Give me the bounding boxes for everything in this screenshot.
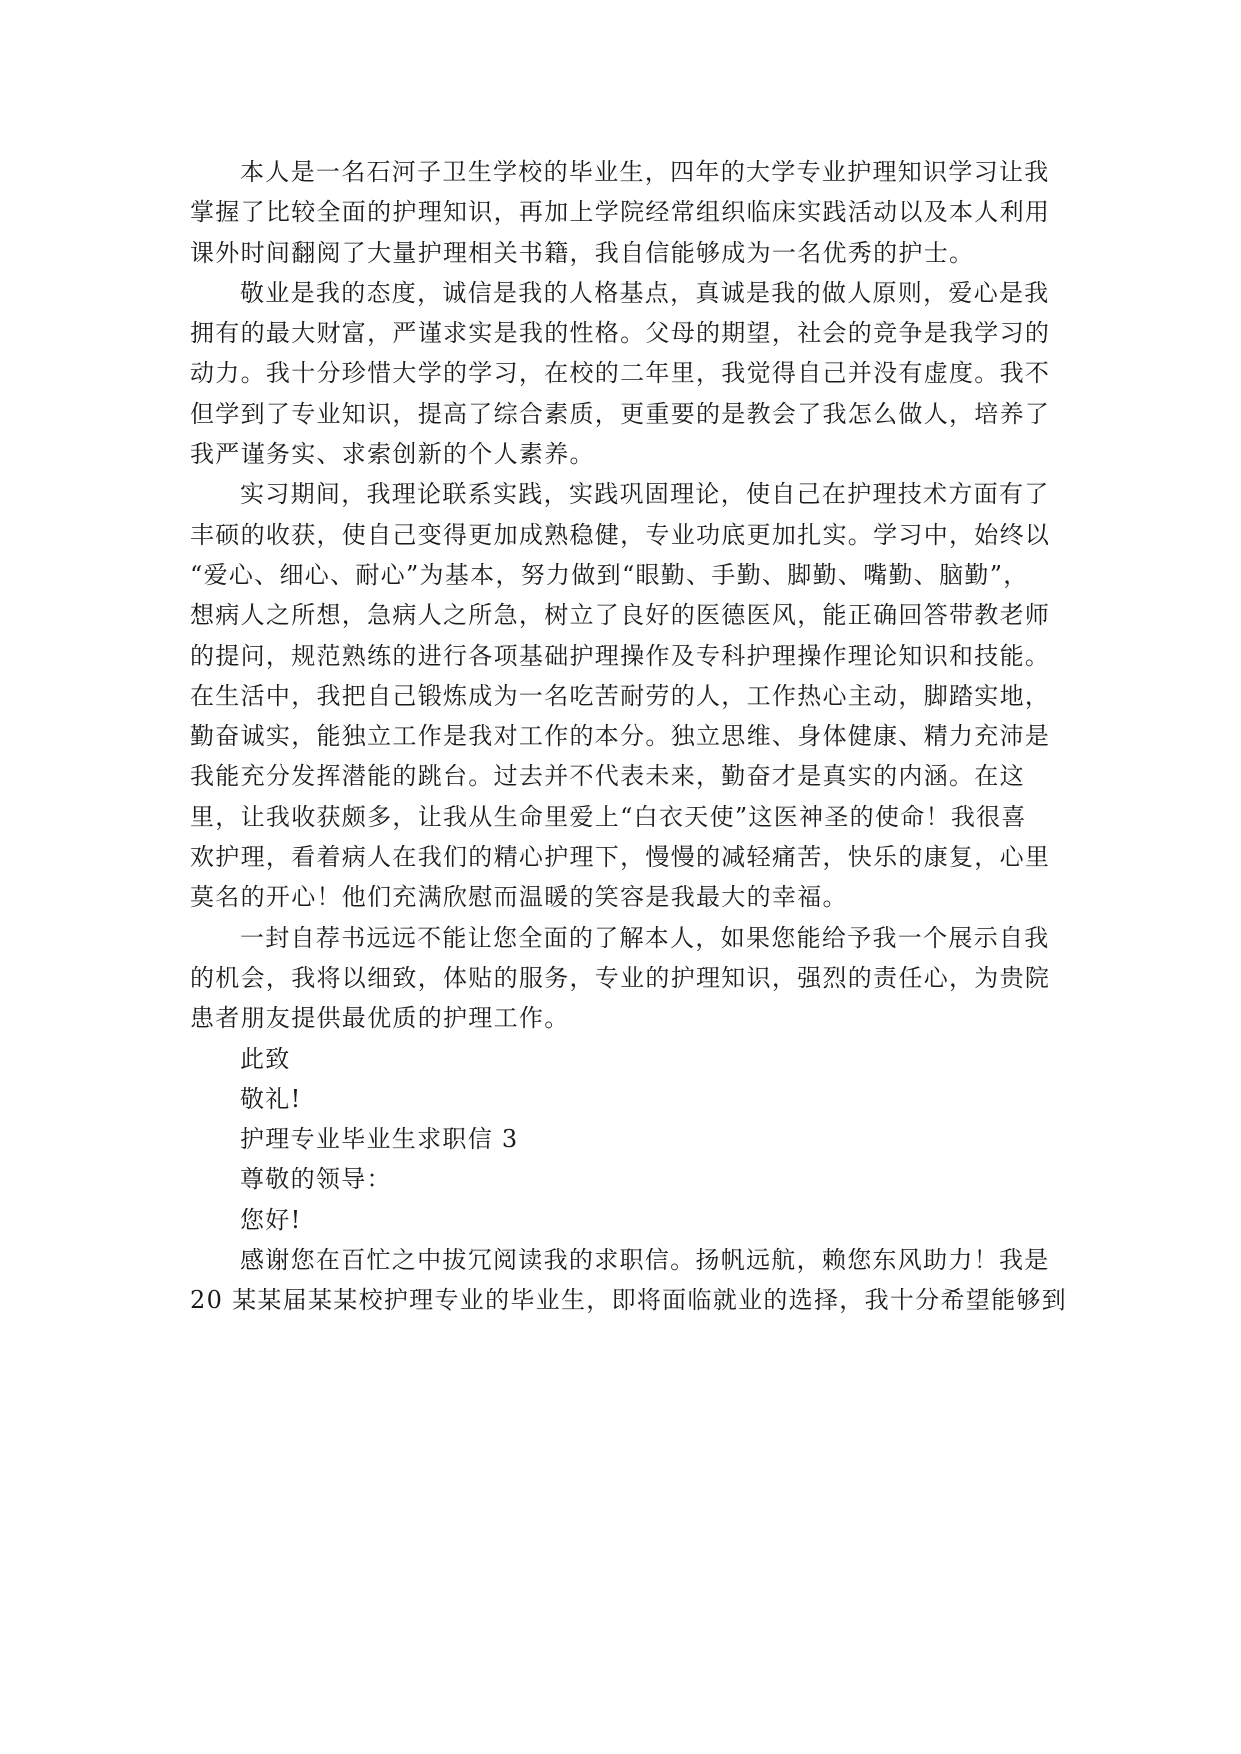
paragraph-intro xyxy=(190,152,1050,273)
text-line: 里，让我收获颇多，让我从生命里爱上“白衣天使”这医神圣的使命！我很喜 xyxy=(190,802,1027,831)
text-line: 欢护理，看着病人在我们的精心护理下，慢慢的减轻痛苦，快乐的康复，心里 xyxy=(190,843,1051,872)
text-line: 拥有的最大财富，严谨求实是我的性格。父母的期望，社会的竞争是我学习的 xyxy=(190,319,1051,348)
text-line: 我严谨务实、求索创新的个人素养。 xyxy=(190,440,595,469)
text-line: 患者朋友提供最优质的护理工作。 xyxy=(190,1004,570,1033)
text-line: 的提问，规范熟练的进行各项基础护理操作及专科护理操作理论知识和技能。 xyxy=(190,641,1051,670)
text-line: 我能充分发挥潜能的跳台。过去并不代表未来，勤奋才是真实的内涵。在这 xyxy=(190,762,1025,791)
closing-text: 此致 xyxy=(240,1044,291,1073)
paragraph-internship xyxy=(190,474,1050,917)
text-line: “爱心、细心、耐心”为基本，努力做到“眼勤、手勤、脚勤、嘴勤、脑勤”， xyxy=(190,560,1029,589)
paragraph-attitude xyxy=(190,273,1050,474)
text-line: 20 某某届某某校护理专业的毕业生，即将面临就业的选择，我十分希望能够到 xyxy=(190,1286,1067,1315)
text-line: 掌握了比较全面的护理知识，再加上学院经常组织临床实践活动以及本人利用 xyxy=(190,198,1051,227)
text-line: 的机会，我将以细致，体贴的服务，专业的护理知识，强烈的责任心，为贵院 xyxy=(190,963,1051,992)
text-line: 但学到了专业知识，提高了综合素质，更重要的是教会了我怎么做人，培养了 xyxy=(190,399,1051,428)
text-line: 感谢您在百忙之中拔冗阅读我的求职信。扬帆远航，赖您东风助力！我是 xyxy=(240,1246,1050,1275)
text-line: 一封自荐书远远不能让您全面的了解本人，如果您能给予我一个展示自我 xyxy=(240,923,1050,952)
text-line: 敬业是我的态度，诚信是我的人格基点，真诚是我的做人原则，爱心是我 xyxy=(240,278,1050,307)
letter-body xyxy=(190,152,1067,1321)
text-line: 勤奋诚实，能独立工作是我对工作的本分。独立思维、身体健康、精力充沛是 xyxy=(190,722,1051,751)
text-line: 丰硕的收获，使自己变得更加成熟稳健，专业功底更加扎实。学习中，始终以 xyxy=(190,520,1051,549)
text-line: 莫名的开心！他们充满欣慰而温暖的笑容是我最大的幸福。 xyxy=(190,883,848,912)
text-line: 本人是一名石河子卫生学校的毕业生，四年的大学专业护理知识学习让我 xyxy=(240,158,1050,186)
salute-text: 敬礼! xyxy=(240,1084,302,1113)
text-line: 实习期间，我理论联系实践，实践巩固理论，使自己在护理技术方面有了 xyxy=(240,480,1050,509)
paragraph-conclusion xyxy=(190,918,1050,1039)
greeting-text: 尊敬的领导： xyxy=(240,1165,392,1194)
text-line: 动力。我十分珍惜大学的学习，在校的二年里，我觉得自己并没有虚度。我不 xyxy=(190,359,1051,388)
section-heading: 护理专业毕业生求职信 3 xyxy=(240,1125,519,1154)
paragraph-thanks xyxy=(190,1240,1067,1321)
text-line: 在生活中，我把自己锻炼成为一名吃苦耐劳的人，工作热心主动，脚踏实地， xyxy=(190,681,1051,710)
hello-text: 您好! xyxy=(240,1205,302,1234)
text-line: 想病人之所想，急病人之所急，树立了良好的医德医风，能正确回答带教老师 xyxy=(190,601,1051,630)
text-line: 课外时间翻阅了大量护理相关书籍，我自信能够成为一名优秀的护士。 xyxy=(190,238,975,267)
